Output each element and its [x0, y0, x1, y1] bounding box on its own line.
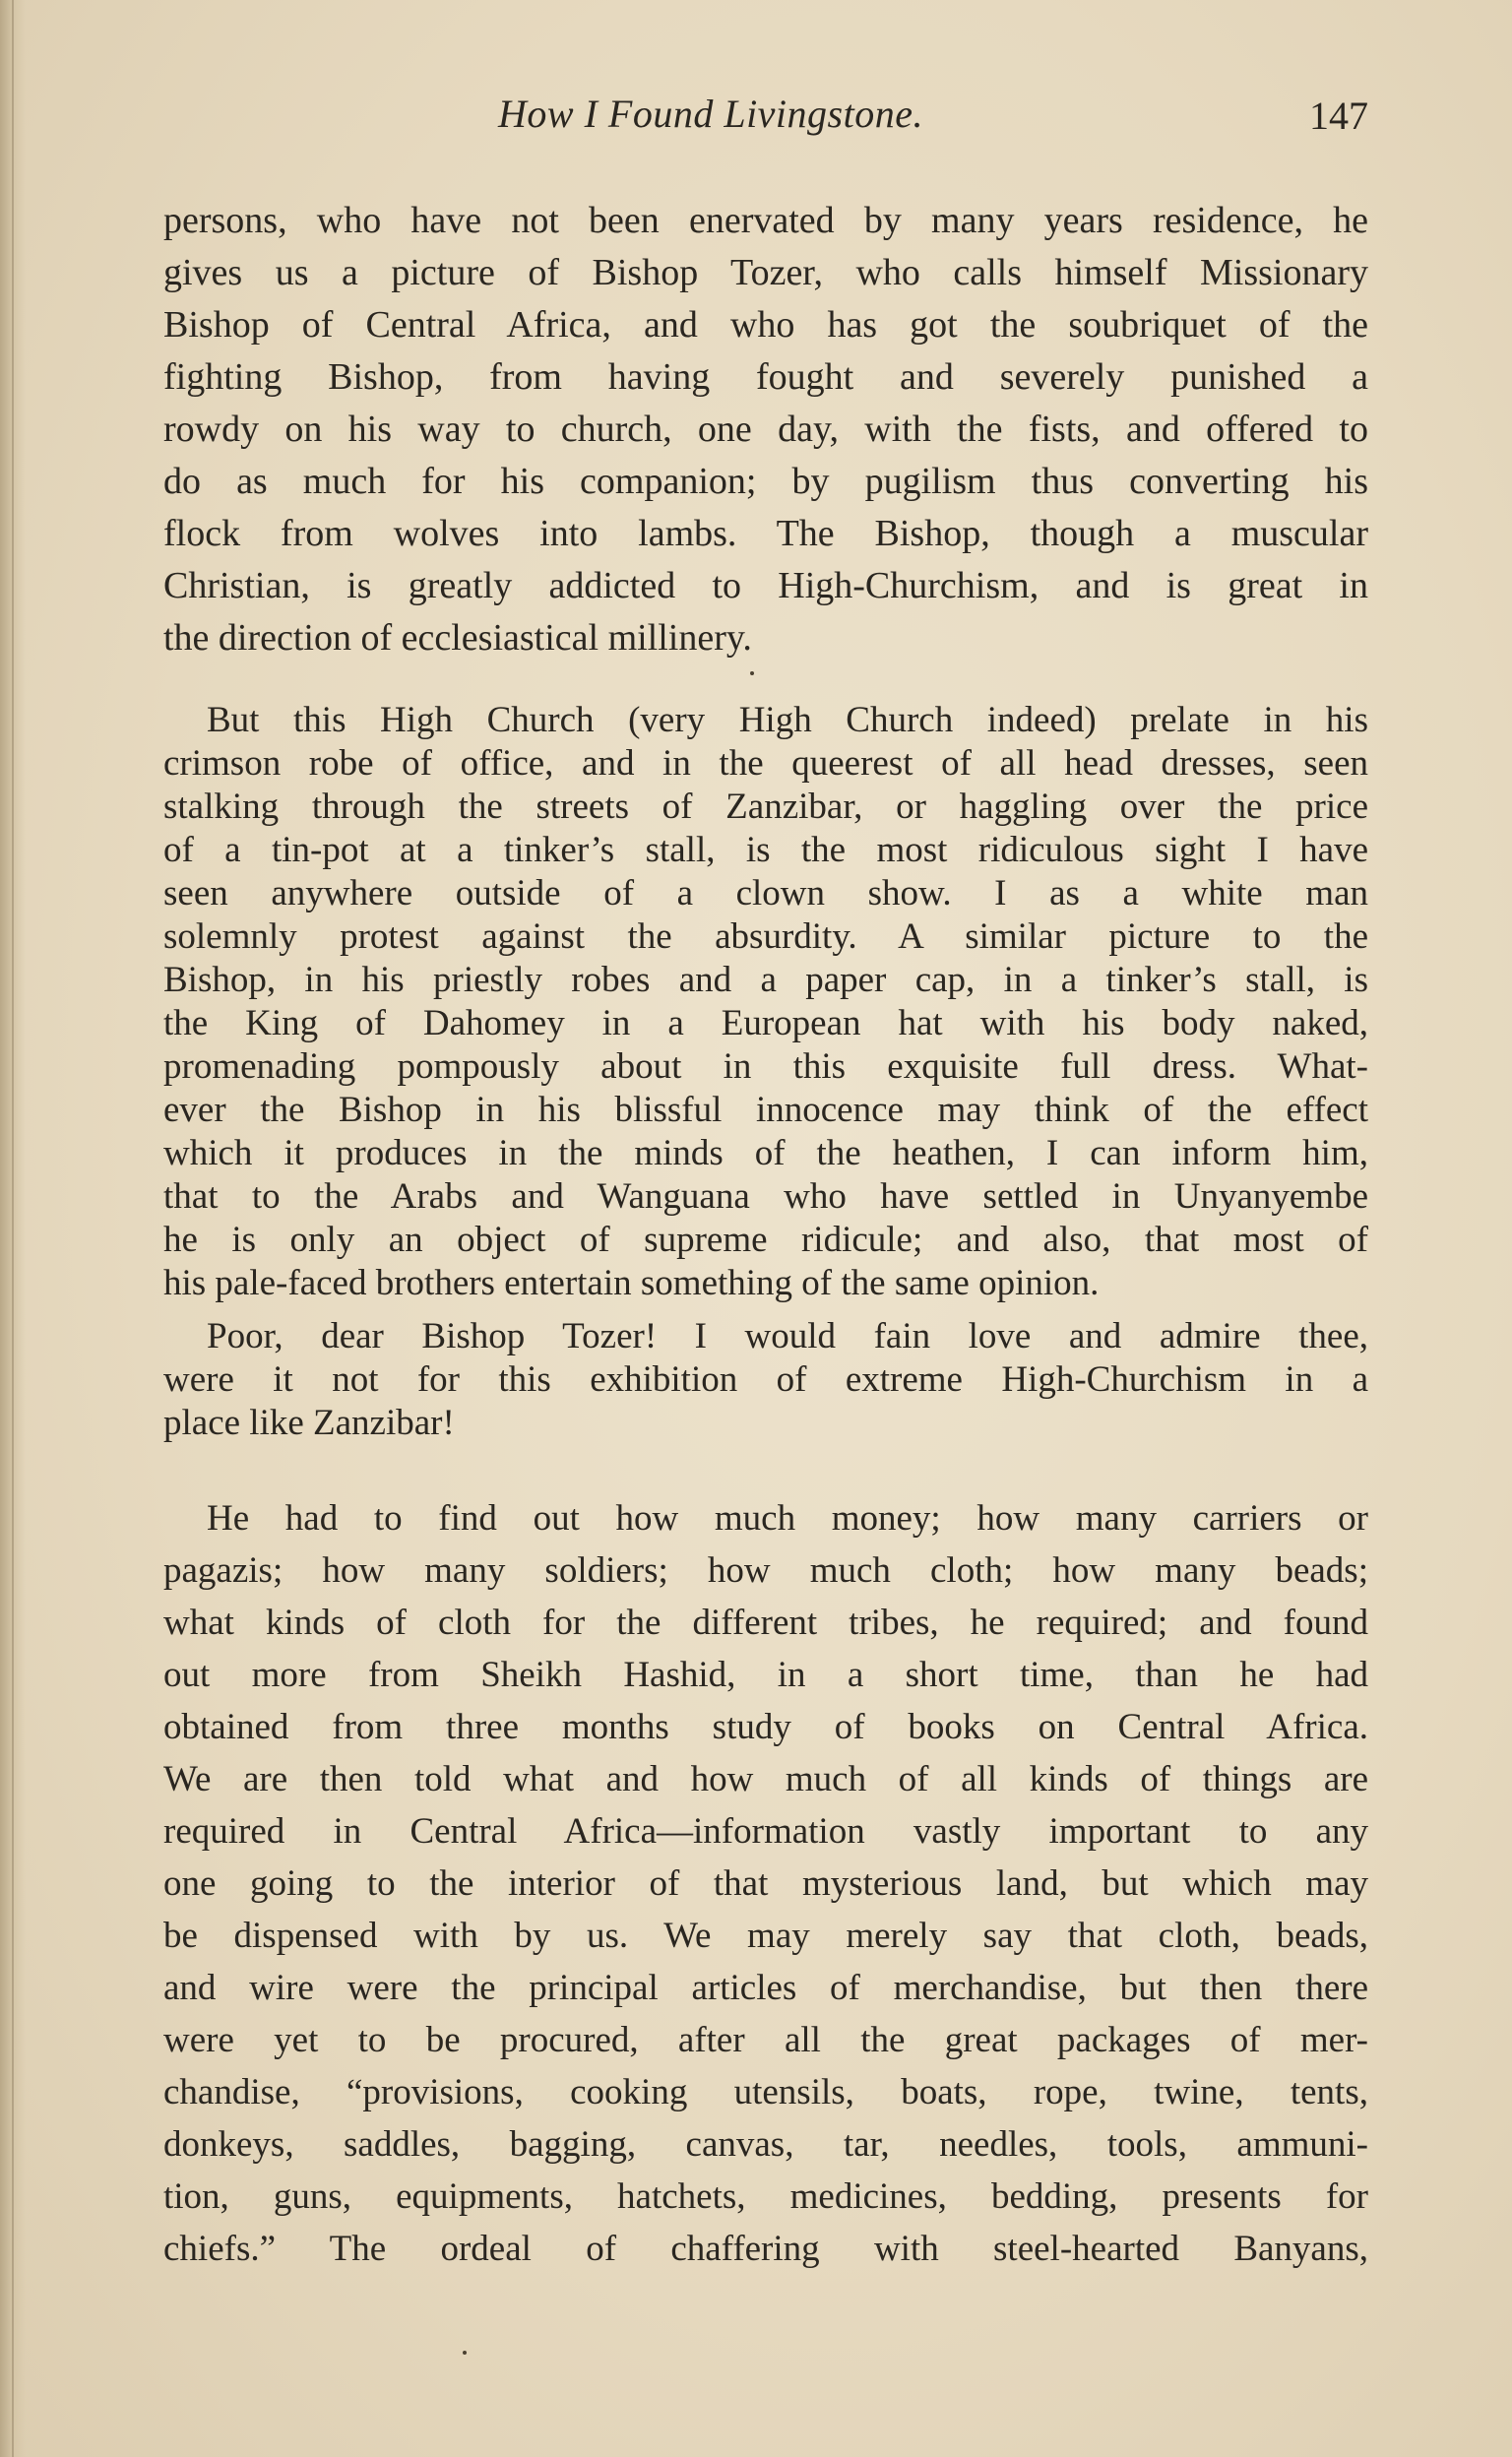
- text-line: chandise, “provisions, cooking utensils, boats, rope, twine, tents,: [163, 2072, 1368, 2112]
- text-line: do as much for his companion; by pugilism thus converting his: [163, 461, 1368, 502]
- text-line: But this High Church (very High Church indeed) prelate in his: [207, 700, 1368, 740]
- paper-speck: [463, 2351, 467, 2355]
- text-line: were yet to be procured, after all the great packages of mer-: [163, 2020, 1368, 2060]
- text-line: the direction of ecclesiastical millinery.: [163, 617, 752, 659]
- text-line: We are then told what and how much of all kinds of things are: [163, 1759, 1368, 1799]
- paper-speck: [750, 671, 754, 675]
- text-line: persons, who have not been enervated by many years residence, he: [163, 200, 1368, 241]
- text-line: were it not for this exhibition of extreme High-Churchism in a: [163, 1359, 1368, 1400]
- text-line: Bishop of Central Africa, and who has got the soubriquet of the: [163, 304, 1368, 346]
- text-line: obtained from three months study of books on Central Africa.: [163, 1707, 1368, 1747]
- text-line: chiefs.” The ordeal of chaffering with steel-hearted Banyans,: [163, 2229, 1368, 2269]
- text-line: one going to the interior of that mysterious land, but which may: [163, 1863, 1368, 1904]
- text-line: be dispensed with by us. We may merely say that cloth, beads,: [163, 1916, 1368, 1956]
- paragraph-1: [163, 195, 1368, 664]
- text-line: crimson robe of office, and in the queerest of all head dresses, seen: [163, 743, 1368, 784]
- text-line: and wire were the principal articles of merchandise, but then there: [163, 1968, 1368, 2008]
- text-line: solemnly protest against the absurdity. A similar picture to the: [163, 916, 1368, 957]
- text-line: stalking through the streets of Zanzibar, or haggling over the price: [163, 787, 1368, 827]
- text-line: required in Central Africa—information vastly important to any: [163, 1811, 1368, 1852]
- text-line: of a tin-pot at a tinker’s stall, is the most ridiculous sight I have: [163, 830, 1368, 870]
- text-line: what kinds of cloth for the different tribes, he required; and found: [163, 1603, 1368, 1643]
- paragraph-3: [163, 1315, 1368, 1445]
- running-head: [163, 91, 1368, 146]
- text-line: promenading pompously about in this exquisite full dress. What-: [163, 1046, 1368, 1087]
- text-line: that to the Arabs and Wanguana who have settled in Unyanyembe: [163, 1176, 1368, 1217]
- text-line: tion, guns, equipments, hatchets, medicines, bedding, presents for: [163, 2176, 1368, 2217]
- text-line: his pale-faced brothers entertain something of the same opinion.: [163, 1263, 1100, 1303]
- text-line: out more from Sheikh Hashid, in a short time, than he had: [163, 1655, 1368, 1695]
- page-number: 147: [1309, 94, 1368, 138]
- paragraph-4: [163, 1492, 1368, 2275]
- text-line: the King of Dahomey in a European hat with his body naked,: [163, 1003, 1368, 1043]
- text-line: fighting Bishop, from having fought and severely punished a: [163, 356, 1368, 398]
- text-line: rowdy on his way to church, one day, with the fists, and offered to: [163, 409, 1368, 450]
- running-title: How I Found Livingstone.: [498, 92, 923, 136]
- page-binding-line: [12, 0, 14, 2457]
- text-line: Poor, dear Bishop Tozer! I would fain love and admire thee,: [207, 1316, 1368, 1356]
- text-line: flock from wolves into lambs. The Bishop, though a muscular: [163, 513, 1368, 554]
- text-line: gives us a picture of Bishop Tozer, who calls himself Missionary: [163, 252, 1368, 293]
- text-line: place like Zanzibar!: [163, 1403, 455, 1443]
- paragraph-2: [163, 699, 1368, 1305]
- text-line: pagazis; how many soldiers; how much cloth; how many beads;: [163, 1550, 1368, 1591]
- text-line: Bishop, in his priestly robes and a paper cap, in a tinker’s stall, is: [163, 960, 1368, 1000]
- text-line: Christian, is greatly addicted to High-Churchism, and is great in: [163, 565, 1368, 606]
- text-line: which it produces in the minds of the heathen, I can inform him,: [163, 1133, 1368, 1173]
- text-line: seen anywhere outside of a clown show. I as a white man: [163, 873, 1368, 914]
- text-line: donkeys, saddles, bagging, canvas, tar, needles, tools, ammuni-: [163, 2124, 1368, 2165]
- text-line: ever the Bishop in his blissful innocence may think of the effect: [163, 1090, 1368, 1130]
- text-line: He had to find out how much money; how many carriers or: [207, 1498, 1368, 1539]
- text-line: he is only an object of supreme ridicule; and also, that most of: [163, 1220, 1368, 1260]
